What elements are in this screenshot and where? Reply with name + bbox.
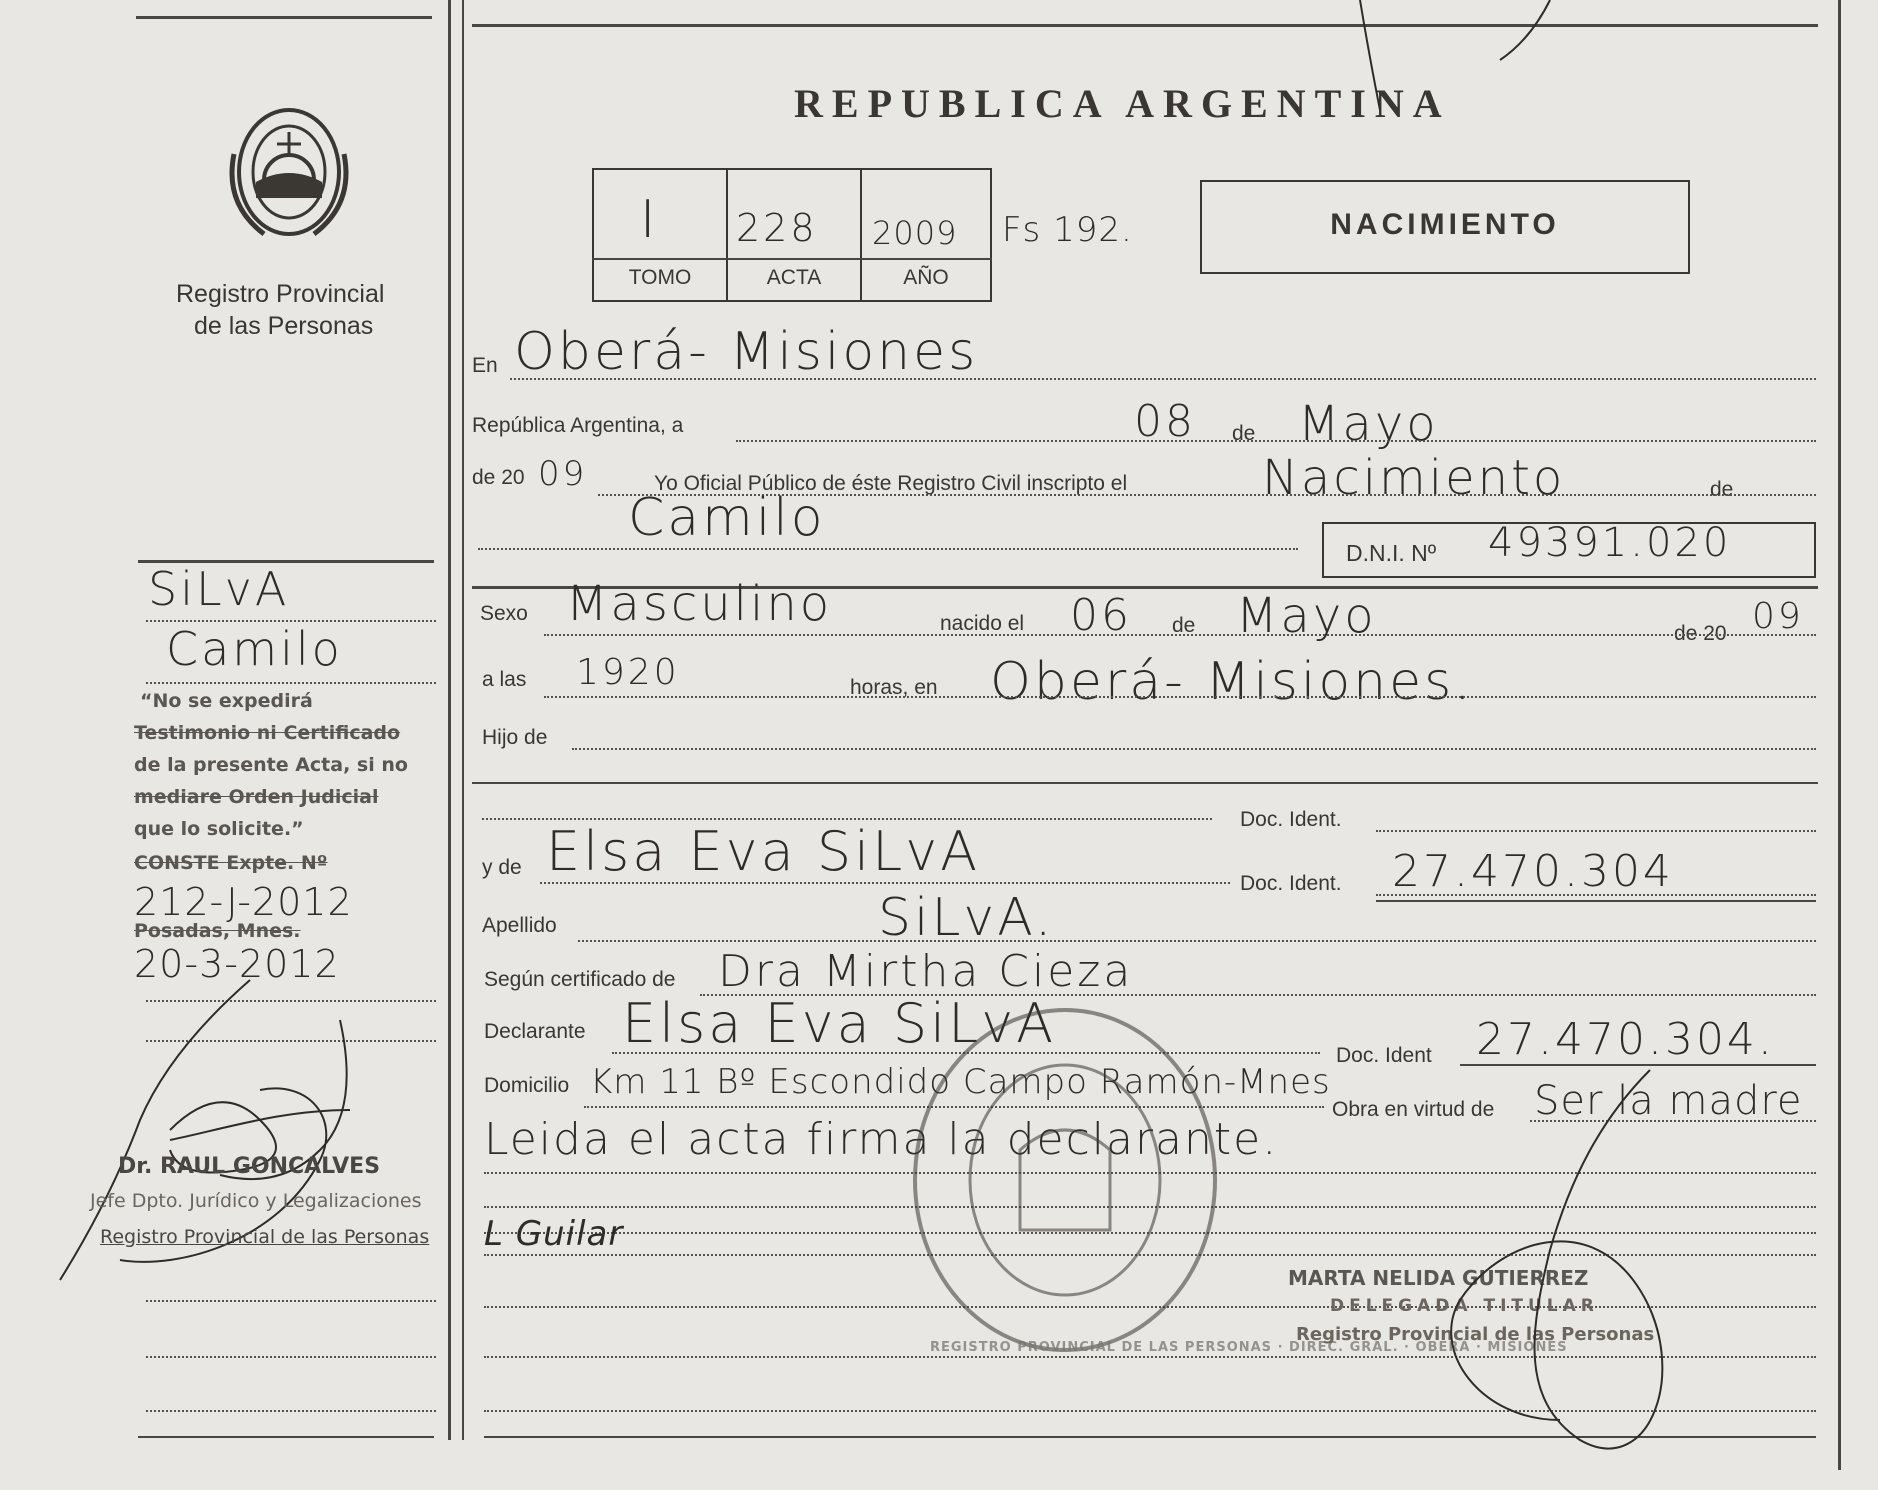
hijo-label: Hijo de — [482, 726, 548, 749]
alas-label: a las — [482, 668, 527, 691]
sexo-label: Sexo — [480, 602, 528, 625]
place-stamp: Posadas, Mnes. — [134, 920, 301, 942]
rule-after-yde — [1376, 900, 1816, 902]
mother-name: Elsa Eva SiLvA — [546, 820, 981, 883]
left-inner-divider — [462, 0, 464, 1440]
right-border — [1838, 0, 1841, 1470]
declarant-signature: L Guilar — [484, 1214, 624, 1254]
folio-value: Fs 192. — [1002, 210, 1133, 250]
domicilio-label: Domicilio — [484, 1074, 570, 1097]
en-label: En — [472, 354, 498, 377]
delegate-name: MARTA NELIDA GUTIERREZ — [1288, 1266, 1589, 1290]
round-registry-stamp-icon — [900, 990, 1230, 1370]
official-org: Registro Provincial de las Personas — [100, 1226, 430, 1248]
line-mother-doc — [1376, 894, 1816, 896]
registry-name-line2: de las Personas — [194, 312, 374, 340]
de-label-2: de — [1710, 478, 1734, 501]
notice-line-3: de la presente Acta, si no — [134, 754, 408, 776]
line-en — [510, 378, 1816, 380]
declarant-value: Elsa Eva SiLvA — [622, 992, 1057, 1055]
birth-place: Oberá- Misiones. — [990, 652, 1474, 712]
provincial-seal-icon — [214, 94, 364, 254]
doc-ident-label-2: Doc. Ident. — [1240, 872, 1342, 895]
birth-month: Mayo — [1236, 588, 1377, 644]
sidebar-date: 20-3-2012 — [134, 942, 340, 986]
line-doc1-right — [1376, 830, 1816, 832]
birth-year-suffix: 09 — [1752, 596, 1804, 637]
day-value: 08 — [1134, 396, 1196, 447]
apellido-label: Apellido — [482, 914, 557, 937]
doctor-value: Dra Mirtha Cieza — [718, 946, 1134, 997]
birth-year-prefix: de 20 — [1674, 622, 1727, 645]
month-value: Mayo — [1298, 396, 1439, 452]
child-name: Camilo — [628, 488, 826, 548]
registry-box-divider — [592, 258, 992, 260]
reason-value: Ser la madre — [1534, 1078, 1803, 1124]
notice-line-2: Testimonio ni Certificado — [134, 722, 401, 744]
document-title: REPUBLICA ARGENTINA — [794, 81, 1451, 126]
sidebar-given-name: Camilo — [166, 622, 343, 676]
constancy-label: CONSTE Expte. Nº — [134, 852, 328, 874]
anio-value: 2009 — [872, 214, 958, 252]
yde-label: y de — [482, 856, 522, 879]
top-rule-left — [136, 16, 432, 19]
tomo-value: I — [640, 190, 659, 250]
line-yde — [540, 882, 1230, 884]
line-hijo — [572, 748, 1816, 750]
birth-time: 1920 — [576, 652, 680, 693]
record-type-label: NACIMIENTO — [1330, 208, 1560, 241]
official-text: Yo Oficial Público de éste Registro Civil inscripto el — [654, 472, 1128, 495]
place-value: Oberá- Misiones — [514, 322, 979, 382]
rule-after-hijo — [472, 782, 1818, 784]
nacido-label: nacido el — [940, 612, 1025, 635]
act-type: Nacimiento — [1262, 450, 1566, 506]
horas-label: horas, en — [850, 676, 938, 699]
round-stamp-text: REGISTRO PROVINCIAL DE LAS PERSONAS · DIREC. GRAL. · OBERÁ · MISIONES — [930, 1340, 1568, 1355]
de-label: de — [1232, 422, 1256, 445]
official-title: Jefe Dpto. Jurídico y Legalizaciones — [90, 1190, 422, 1212]
year-suffix: 09 — [538, 454, 588, 494]
acta-value: 228 — [736, 206, 818, 250]
doc-ident-label-1: Doc. Ident. — [1240, 808, 1342, 831]
read-note: Leida el acta firma la declarante. — [484, 1114, 1279, 1165]
birth-day: 06 — [1070, 590, 1132, 641]
line-name — [478, 548, 1298, 550]
de-label-3: de — [1172, 614, 1196, 637]
declarant-doc: 27.470.304. — [1476, 1014, 1775, 1065]
line-alas — [544, 696, 1816, 698]
top-rule-right — [472, 24, 1818, 27]
top-crop-stroke-icon — [1350, 0, 1570, 120]
dni-value: 49391.020 — [1488, 520, 1732, 566]
official-name: Dr. RAUL GONCALVES — [118, 1154, 381, 1179]
sex-value: Masculino — [566, 576, 833, 632]
line-republica — [736, 440, 1816, 442]
surname-value: SiLvA. — [878, 888, 1055, 948]
segun-label: Según certificado de — [484, 968, 676, 991]
anio-label: AÑO — [903, 266, 949, 289]
line-apellido — [578, 940, 1816, 942]
address-value: Km 11 Bº Escondido Campo Ramón-Mnes — [590, 1062, 1331, 1102]
notice-line-1: “No se expedirá — [140, 690, 313, 712]
doc-ident-label-3: Doc. Ident — [1336, 1044, 1432, 1067]
tomo-label: TOMO — [628, 266, 692, 289]
sidebar-line-7 — [146, 1410, 436, 1412]
delegate-signature-icon — [1400, 1040, 1700, 1460]
line-sexo — [544, 634, 1816, 636]
acta-label: ACTA — [766, 266, 822, 289]
delegate-title: DELEGADA TITULAR — [1330, 1296, 1599, 1316]
obra-label: Obra en virtud de — [1332, 1098, 1495, 1121]
sidebar-surname: SiLvA — [148, 562, 290, 616]
declarante-label: Declarante — [484, 1020, 586, 1043]
registry-name-line1: Registro Provincial — [176, 280, 385, 308]
year-prefix: de 20 — [472, 466, 525, 489]
notice-line-4: mediare Orden Judicial — [134, 786, 379, 808]
mother-doc: 27.470.304 — [1392, 846, 1674, 897]
dni-label: D.N.I. Nº — [1346, 540, 1437, 566]
notice-line-5: que lo solicite.” — [134, 818, 304, 840]
sidebar-line-2 — [146, 682, 436, 684]
sidebar-line-6 — [146, 1356, 436, 1358]
expediente-number: 212-J-2012 — [134, 880, 353, 924]
republica-label: República Argentina, a — [472, 414, 684, 437]
sidebar-line-5 — [146, 1300, 436, 1302]
delegate-org: Registro Provincial de las Personas — [1296, 1324, 1655, 1345]
sidebar-rule-bottom — [138, 1436, 434, 1438]
